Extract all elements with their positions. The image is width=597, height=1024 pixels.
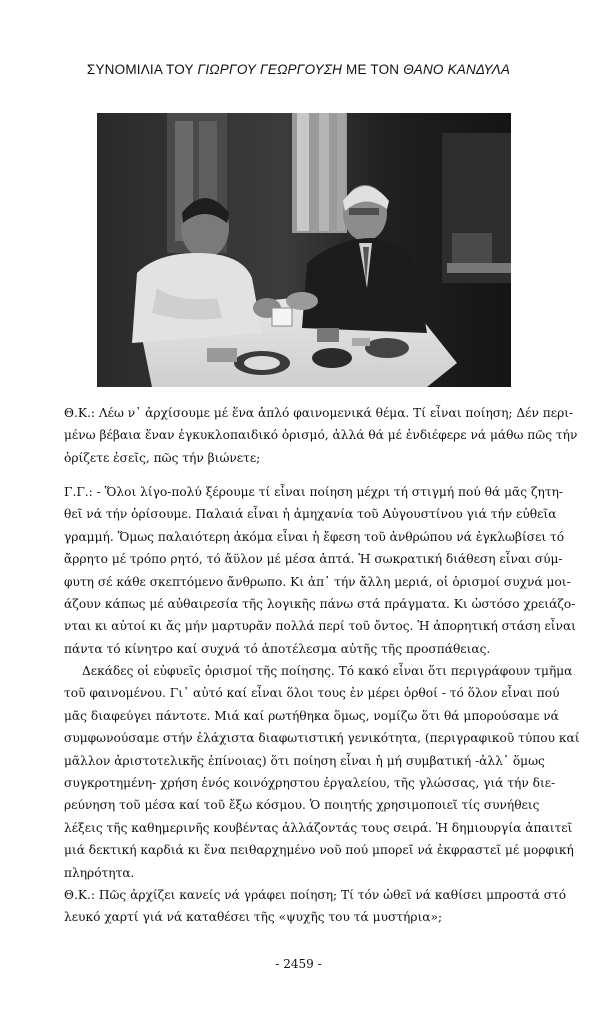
- text-line: λευκό χαρτί γιά νά καταθέσει τῆς «ψυχῆς του τά μυστήρια»;: [64, 910, 443, 925]
- text-line: λέξεις τῆς καθημερινῆς κουβέντας ἀλλάζοντάς τους σειρά. Ἡ δημιουργία ἀπαιτεῖ: [64, 820, 573, 835]
- text-line: μᾶς διαφεύγει πάντοτε. Μιά καί ρωτήθηκα ὅμως, νομίζω ὅτι θά μπορούσαμε νά: [64, 708, 559, 723]
- title-part-d: ΘΑΝΟ ΚΑΝΔΥΛΑ: [403, 62, 511, 77]
- text-line: Θ.Κ.: Πῶς ἀρχίζει κανείς νά γράφει ποίηση; Τί τόν ὠθεῖ νά καθίσει μπροστά στό: [64, 888, 567, 902]
- text-line: Θ.Κ.: Λέω ν᾽ ἀρχίσουμε μέ ἕνα ἁπλό φαινομενικά θέμα. Τί εἶναι ποίηση; Δέν περι-: [64, 406, 574, 420]
- title-part-c: ΜΕ ΤΟΝ: [346, 62, 400, 77]
- interview-photograph: [97, 113, 511, 387]
- paragraph-question-1: [64, 402, 578, 469]
- paragraph-answer-1: [64, 481, 576, 660]
- text-line: Γ.Γ.: - Ὅλοι λίγο-πολύ ξέρουμε τί εἶναι ποίηση μέχρι τή στιγμή πού θά μᾶς ζητη-: [64, 485, 564, 499]
- text-line: συμφωνούσαμε στήν ἐλάχιστα διαφωτιστική γενικότητα, (περιγραφικοῦ τύπου καί: [64, 731, 580, 746]
- text-line: συγκροτημένη- χρήση ἑνός κοινόχρηστου ἐργαλείου, τῆς γλώσσας, γιά τήν διε-: [64, 776, 556, 791]
- text-line: τοῦ φαινομένου. Γι᾽ αὐτό καί εἶναι ὅλοι τους ἐν μέρει ὀρθοί - τό ὅλον εἶναι πού: [64, 686, 560, 701]
- text-line: άζουν κάπως μέ αὐθαιρεσία τῆς λογικῆς πάνω στά πράγματα. Κι ὡστόσο χρειάζο-: [64, 597, 576, 612]
- photograph-image: [97, 113, 511, 387]
- text-line: ὁρίζετε ἐσεῖς, πῶς τήν βιώνετε;: [64, 450, 261, 465]
- title-part-b: ΓΙΩΡΓΟΥ ΓΕΩΡΓΟΥΣΗ: [197, 62, 343, 77]
- text-line: μένω βέβαια ἕναν ἐγκυκλοπαιδικό ὁρισμό, ἀλλά θά μέ ἐνδιέφερε νά μάθω πῶς τήν: [64, 428, 578, 443]
- text-line: νται κι αὐτοί κι ἄς μήν μαρτυρᾶν πολλά περί τοῦ ὄντος. Ἡ ἀπορητική στάση εἶναι: [64, 619, 576, 634]
- text-line: Δεκάδες οἱ εὐφυεῖς ὁρισμοί τῆς ποίησης. Τό κακό εἶναι ὅτι περιγράφουν τμῆμα: [82, 664, 573, 678]
- text-line: ἄρρητο μέ τρόπο ρητό, τό ἄϋλον μέ μέσα ἁπτά. Ἡ σωκρατική διάθεση εἶναι σύμ-: [64, 552, 563, 567]
- text-line: θεῖ νά τήν ὁρίσουμε. Παλαιά εἶναι ἡ ἀμηχανία τοῦ Αὐγουστίνου γιά τήν εὐθεῖα: [64, 507, 557, 522]
- text-line: πάντα τό κίνητρο καί συχνά τό ἀποτέλεσμα αὐτῆς τῆς προσπάθειας.: [64, 641, 491, 656]
- title-part-a: ΣΥΝΟΜΙΛΙΑ ΤΟΥ: [86, 62, 194, 77]
- page-title: [0, 62, 597, 77]
- text-line: γραμμή. Ὅμως παλαιότερη ἀκόμα εἶναι ἡ ἔφεση τοῦ ἀνθρώπου νά ἐγκλωβίσει τό: [64, 529, 565, 544]
- paragraph-question-2: [64, 884, 567, 929]
- page-number: - 2459 -: [275, 957, 322, 971]
- text-line: μᾶλλον ἀριστοτελικῆς ἐπίνοιας) ὅτι ποίηση εἶναι ἡ μή συμβατική -ἀλλ᾽ ὅμως: [64, 753, 545, 768]
- text-line: ρεύνηση τοῦ μέσα καί τοῦ ἔξω κόσμου. Ὁ ποιητής χρησιμοποιεῖ τίς συνήθεις: [64, 798, 540, 813]
- text-line: μιά δεκτική καρδιά κι ἕνα πειθαρχημένο νοῦ πού μπορεῖ νά ἐκφραστεῖ μέ μορφική: [64, 843, 574, 858]
- paragraph-answer-2: [64, 660, 580, 884]
- text-line: φυτη σέ κάθε σκεπτόμενο ἄνθρωπο. Κι ἀπ᾽ τήν ἄλλη μεριά, οἱ ὁρισμοί συχνά μοι-: [64, 574, 571, 589]
- text-line: πληρότητα.: [64, 865, 135, 880]
